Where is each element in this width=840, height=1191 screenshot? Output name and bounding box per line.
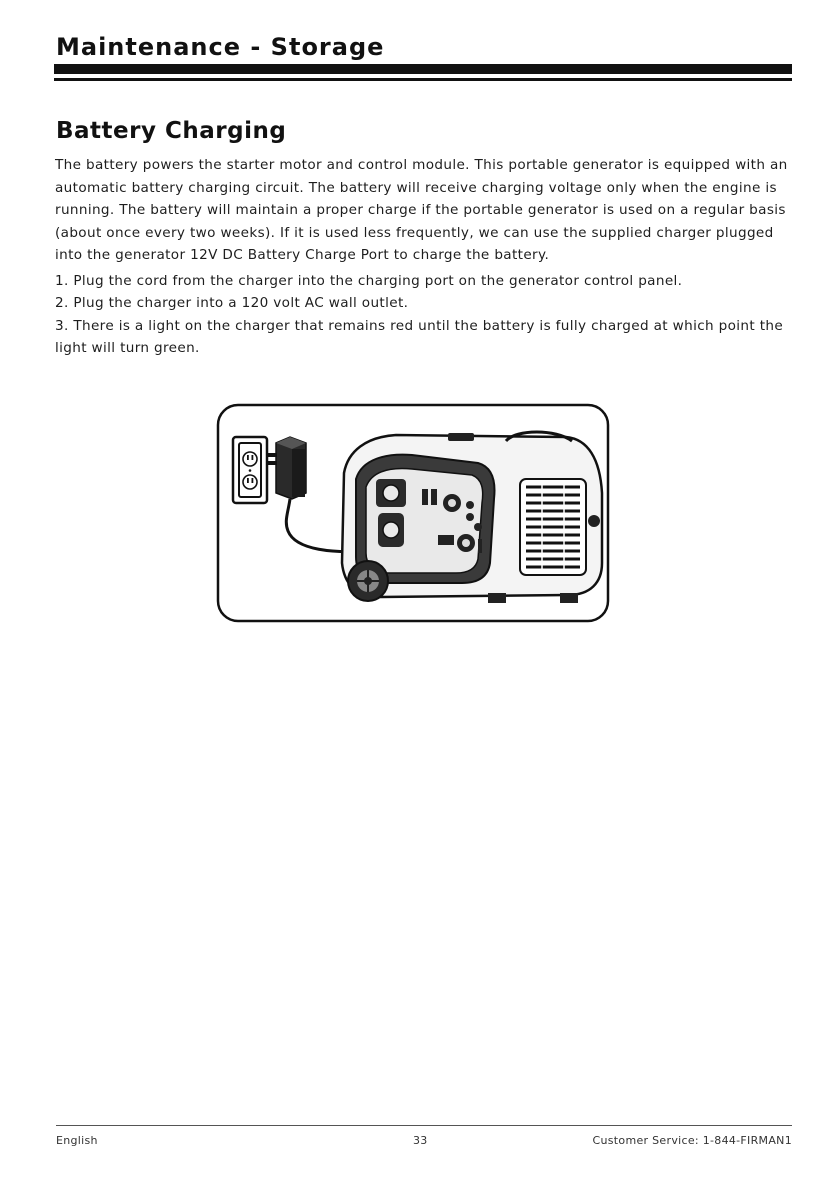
wall-outlet-icon: [233, 437, 267, 503]
section-body: [55, 154, 791, 360]
generator-charging-illustration: [216, 403, 610, 623]
footer-customer-service: Customer Service: 1-844-FIRMAN1: [592, 1134, 792, 1147]
page-number: 33: [413, 1134, 428, 1147]
step-1: 1. Plug the cord from the charger into the charging port on the generator control panel.: [55, 272, 683, 289]
header-thick-rule: [54, 64, 792, 74]
step-2: 2. Plug the charger into a 120 volt AC wall outlet.: [55, 295, 409, 311]
generator-icon: [342, 432, 602, 603]
header-thin-rule: [54, 78, 792, 81]
footer-rule: [56, 1125, 792, 1126]
intro-paragraph: The battery powers the starter motor and control module. This portable generator is equipped with an automatic battery charging circuit. The battery will receive charging voltage only when the engine is running. The battery will maintain a proper charge if the portable generator is used on a regular basis (about once every two weeks). If it is used less frequently, we can use the supplied charger plugged into the generator 12V DC Battery Charge Port to charge the battery.: [55, 157, 788, 263]
step-3: 3. There is a light on the charger that remains red until the battery is fully charged at which point the light will turn green.: [55, 317, 784, 356]
footer-language: English: [56, 1134, 98, 1147]
steps-list: [55, 270, 791, 360]
section-title: Battery Charging: [56, 118, 287, 144]
page-title: Maintenance - Storage: [56, 33, 385, 61]
